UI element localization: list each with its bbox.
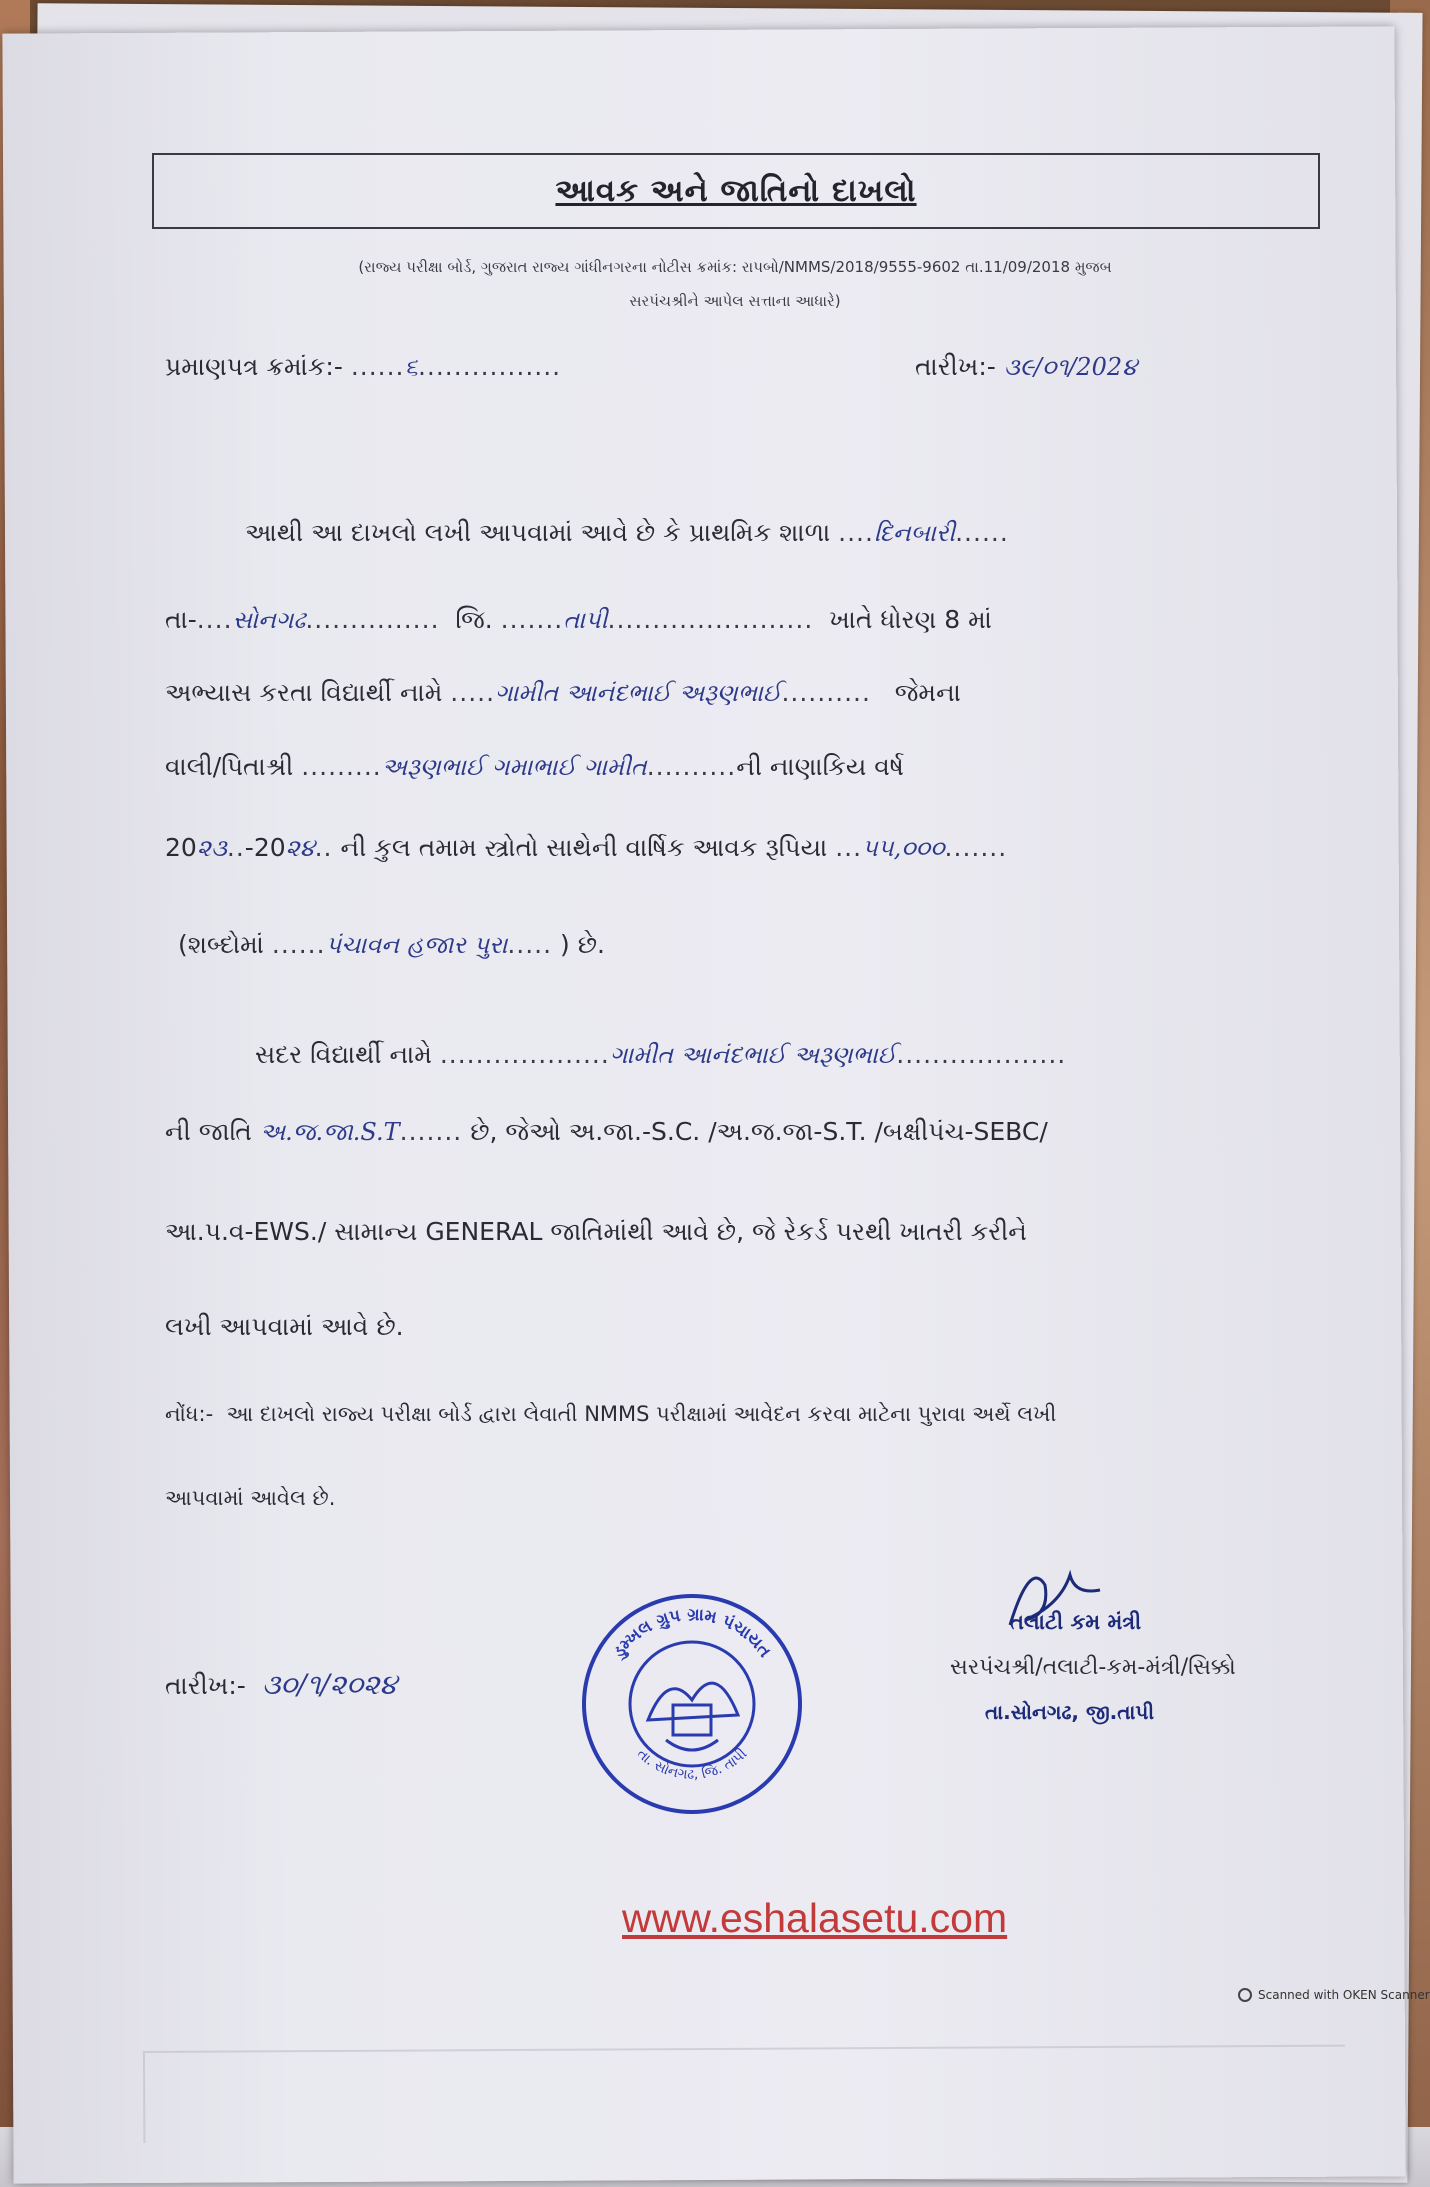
student-name: ગામીત આનંદભાઈ અરૂણભાઈ (495, 679, 782, 707)
student-label-2: સદર વિદ્યાર્થી નામે (255, 1040, 432, 1069)
certificate-number-label: પ્રમાણપત્ર ક્રમાંક:- (165, 352, 343, 381)
student-row-2: સદર વિદ્યાર્થી નામે ...................ગામીત આનંદભાઈ અરૂણભાઈ................... (255, 1040, 1067, 1069)
watermark-url[interactable]: www.eshalasetu.com (622, 1895, 1008, 1941)
district-label: જિ. (455, 605, 493, 634)
notice-reference (150, 250, 1320, 318)
certificate-date-value: ૩૯/૦૧/202૪ (1003, 353, 1137, 381)
footer-date-label: તારીખ:- (165, 1671, 246, 1700)
school-intro-text: આથી આ દાખલો લખી આપવામાં આવે છે કે પ્રાથમિક શાળા (245, 518, 831, 547)
scanner-logo-icon (1238, 1988, 1252, 2002)
income-in-words: પંચાવન હજાર પુરા (325, 931, 508, 959)
words-label: (શબ્દોમાં (178, 930, 264, 959)
year-prefix: 20 (165, 833, 197, 862)
year-to: ૨૪ (285, 834, 315, 862)
footer-date-value: ૩૦/૧/૨૦૨૪ (261, 1668, 397, 1701)
income-row: 20૨૩..-20૨૪.. ની કુલ તમામ સ્ત્રોતો સાથેની વાર્ષિક આવક રૂપિયા ...૫૫,૦૦૦....... (165, 833, 1008, 862)
footer-date-row (165, 1668, 397, 1702)
caste-row: ની જાતિ અ.જ.જા.S.T....... છે, જેઓ અ.જા.-S.C. /અ.જ.જા-S.T. /બક્ષીપંચ-SEBC/ (165, 1117, 1048, 1146)
student-name-2: ગામીત આનંદભાઈ અરૂણભાઈ (609, 1041, 897, 1069)
note-label: નોંધ:- (165, 1402, 214, 1426)
caste-value: અ.જ.જા.S.T (259, 1118, 400, 1146)
guardian-name: અરૂણભાઈ ગમાભાઈ ગામીત (381, 753, 647, 781)
caste-row-2: આ.પ.વ-EWS./ સામાન્ય GENERAL જાતિમાંથી આવે છે, જે રેકર્ડ પરથી ખાતરી કરીને (165, 1217, 1027, 1246)
student-label: અભ્યાસ કરતા વિદ્યાર્થી નામે (165, 678, 443, 707)
income-words-row: (શબ્દોમાં ......પંચાવન હજાર પુરા..... ) છે. (178, 930, 605, 959)
financial-year-label: ની નાણાકિય વર્ષ (736, 752, 904, 781)
year-mid: -20 (244, 833, 286, 862)
certificate-date-label: તારીખ:- (915, 352, 996, 381)
standard-text: ખાતે ધોરણ 8 માં (829, 605, 992, 634)
year-from: ૨૩ (196, 834, 227, 862)
stamp-text-top: ડુમ્ખલ ગ્રુપ ગ્રામ પંચાયત (609, 1604, 775, 1662)
certificate-number-row: પ્રમાણપત્ર ક્રમાંક:- ......૬................ (165, 352, 562, 381)
panchayat-stamp (578, 1590, 806, 1818)
taluka-value: સોનગઢ (232, 606, 306, 634)
school-row: આથી આ દાખલો લખી આપવામાં આવે છે કે પ્રાથમિક શાળા ....દિનબારી...... (245, 518, 1009, 547)
words-end: ) છે. (560, 930, 605, 959)
certificate-date-row (915, 352, 1137, 382)
stamp-text-bottom: તા. સોનગઢ, જિ. તાપી (633, 1745, 751, 1783)
district-value: તાપી (563, 606, 608, 634)
stamp-seal-icon (578, 1590, 806, 1818)
school-name: દિનબારી (873, 519, 956, 547)
signatory-location: તા.સોનગઢ, જી.તાપી (985, 1700, 1155, 1724)
certificate-title: આવક અને જાતિનો દાખલો (555, 172, 917, 209)
guardian-row: વાલી/પિતાશ્રી .........અરૂણભાઈ ગમાભાઈ ગામીત..........ની નાણાકિય વર્ષ (165, 752, 904, 781)
signature-title: તલાટી કમ મંત્રી (1010, 1610, 1142, 1634)
caste-row-3: લખી આપવામાં આવે છે. (165, 1312, 404, 1341)
caste-options-text: છે, જેઓ અ.જા.-S.C. /અ.જ.જા-S.T. /બક્ષીપંચ-SEBC/ (470, 1117, 1048, 1146)
certificate-number-value: ૬ (404, 353, 418, 381)
income-text: ની કુલ તમામ સ્ત્રોતો સાથેની વાર્ષિક આવક રૂપિયા (340, 833, 828, 862)
note-line-1: આ દાખલો રાજ્ય પરીક્ષા બોર્ડ દ્વારા લેવાતી NMMS પરીક્ષામાં આવેદન કરવા માટેના પુરાવા અર્થે લખી (226, 1402, 1057, 1426)
location-row: તા-....સોનગઢ............... જિ. .......તાપી....................... ખાતે ધોરણ 8 માં (165, 605, 992, 634)
guardian-label: વાલી/પિતાશ્રી (165, 752, 294, 781)
notice-line-1: (રાજ્ય પરીક્ષા બોર્ડ, ગુજરાત રાજ્ય ગાંધીનગરના નોટીસ ક્રમાંક: રાપબો/NMMS/2018/9555-9602 તા.11/09/2018 મુજબ (358, 258, 1112, 276)
title-box (152, 153, 1320, 229)
note-row (165, 1402, 1056, 1427)
caste-prefix: ની જાતિ (165, 1117, 252, 1146)
signature-block (950, 1555, 1310, 1755)
student-row: અભ્યાસ કરતા વિદ્યાર્થી નામે .....ગામીત આનંદભાઈ અરૂણભાઈ.......... જેમના (165, 678, 961, 707)
income-value: ૫૫,૦૦૦ (862, 834, 945, 862)
notice-line-2: સરપંચશ્રીને આપેલ સત્તાના આધારે) (629, 292, 841, 310)
scanner-credit-text: Scanned with OKEN Scanner (1258, 1988, 1430, 2002)
note-line-2: આપવામાં આવેલ છે. (165, 1486, 336, 1510)
jemna-text: જેમના (894, 678, 961, 707)
taluka-label: તા- (165, 605, 197, 634)
scanner-credit (1238, 1988, 1430, 2002)
signatory-designation: સરપંચશ્રી/તલાટી-કમ-મંત્રી/સિક્કો (950, 1655, 1236, 1680)
